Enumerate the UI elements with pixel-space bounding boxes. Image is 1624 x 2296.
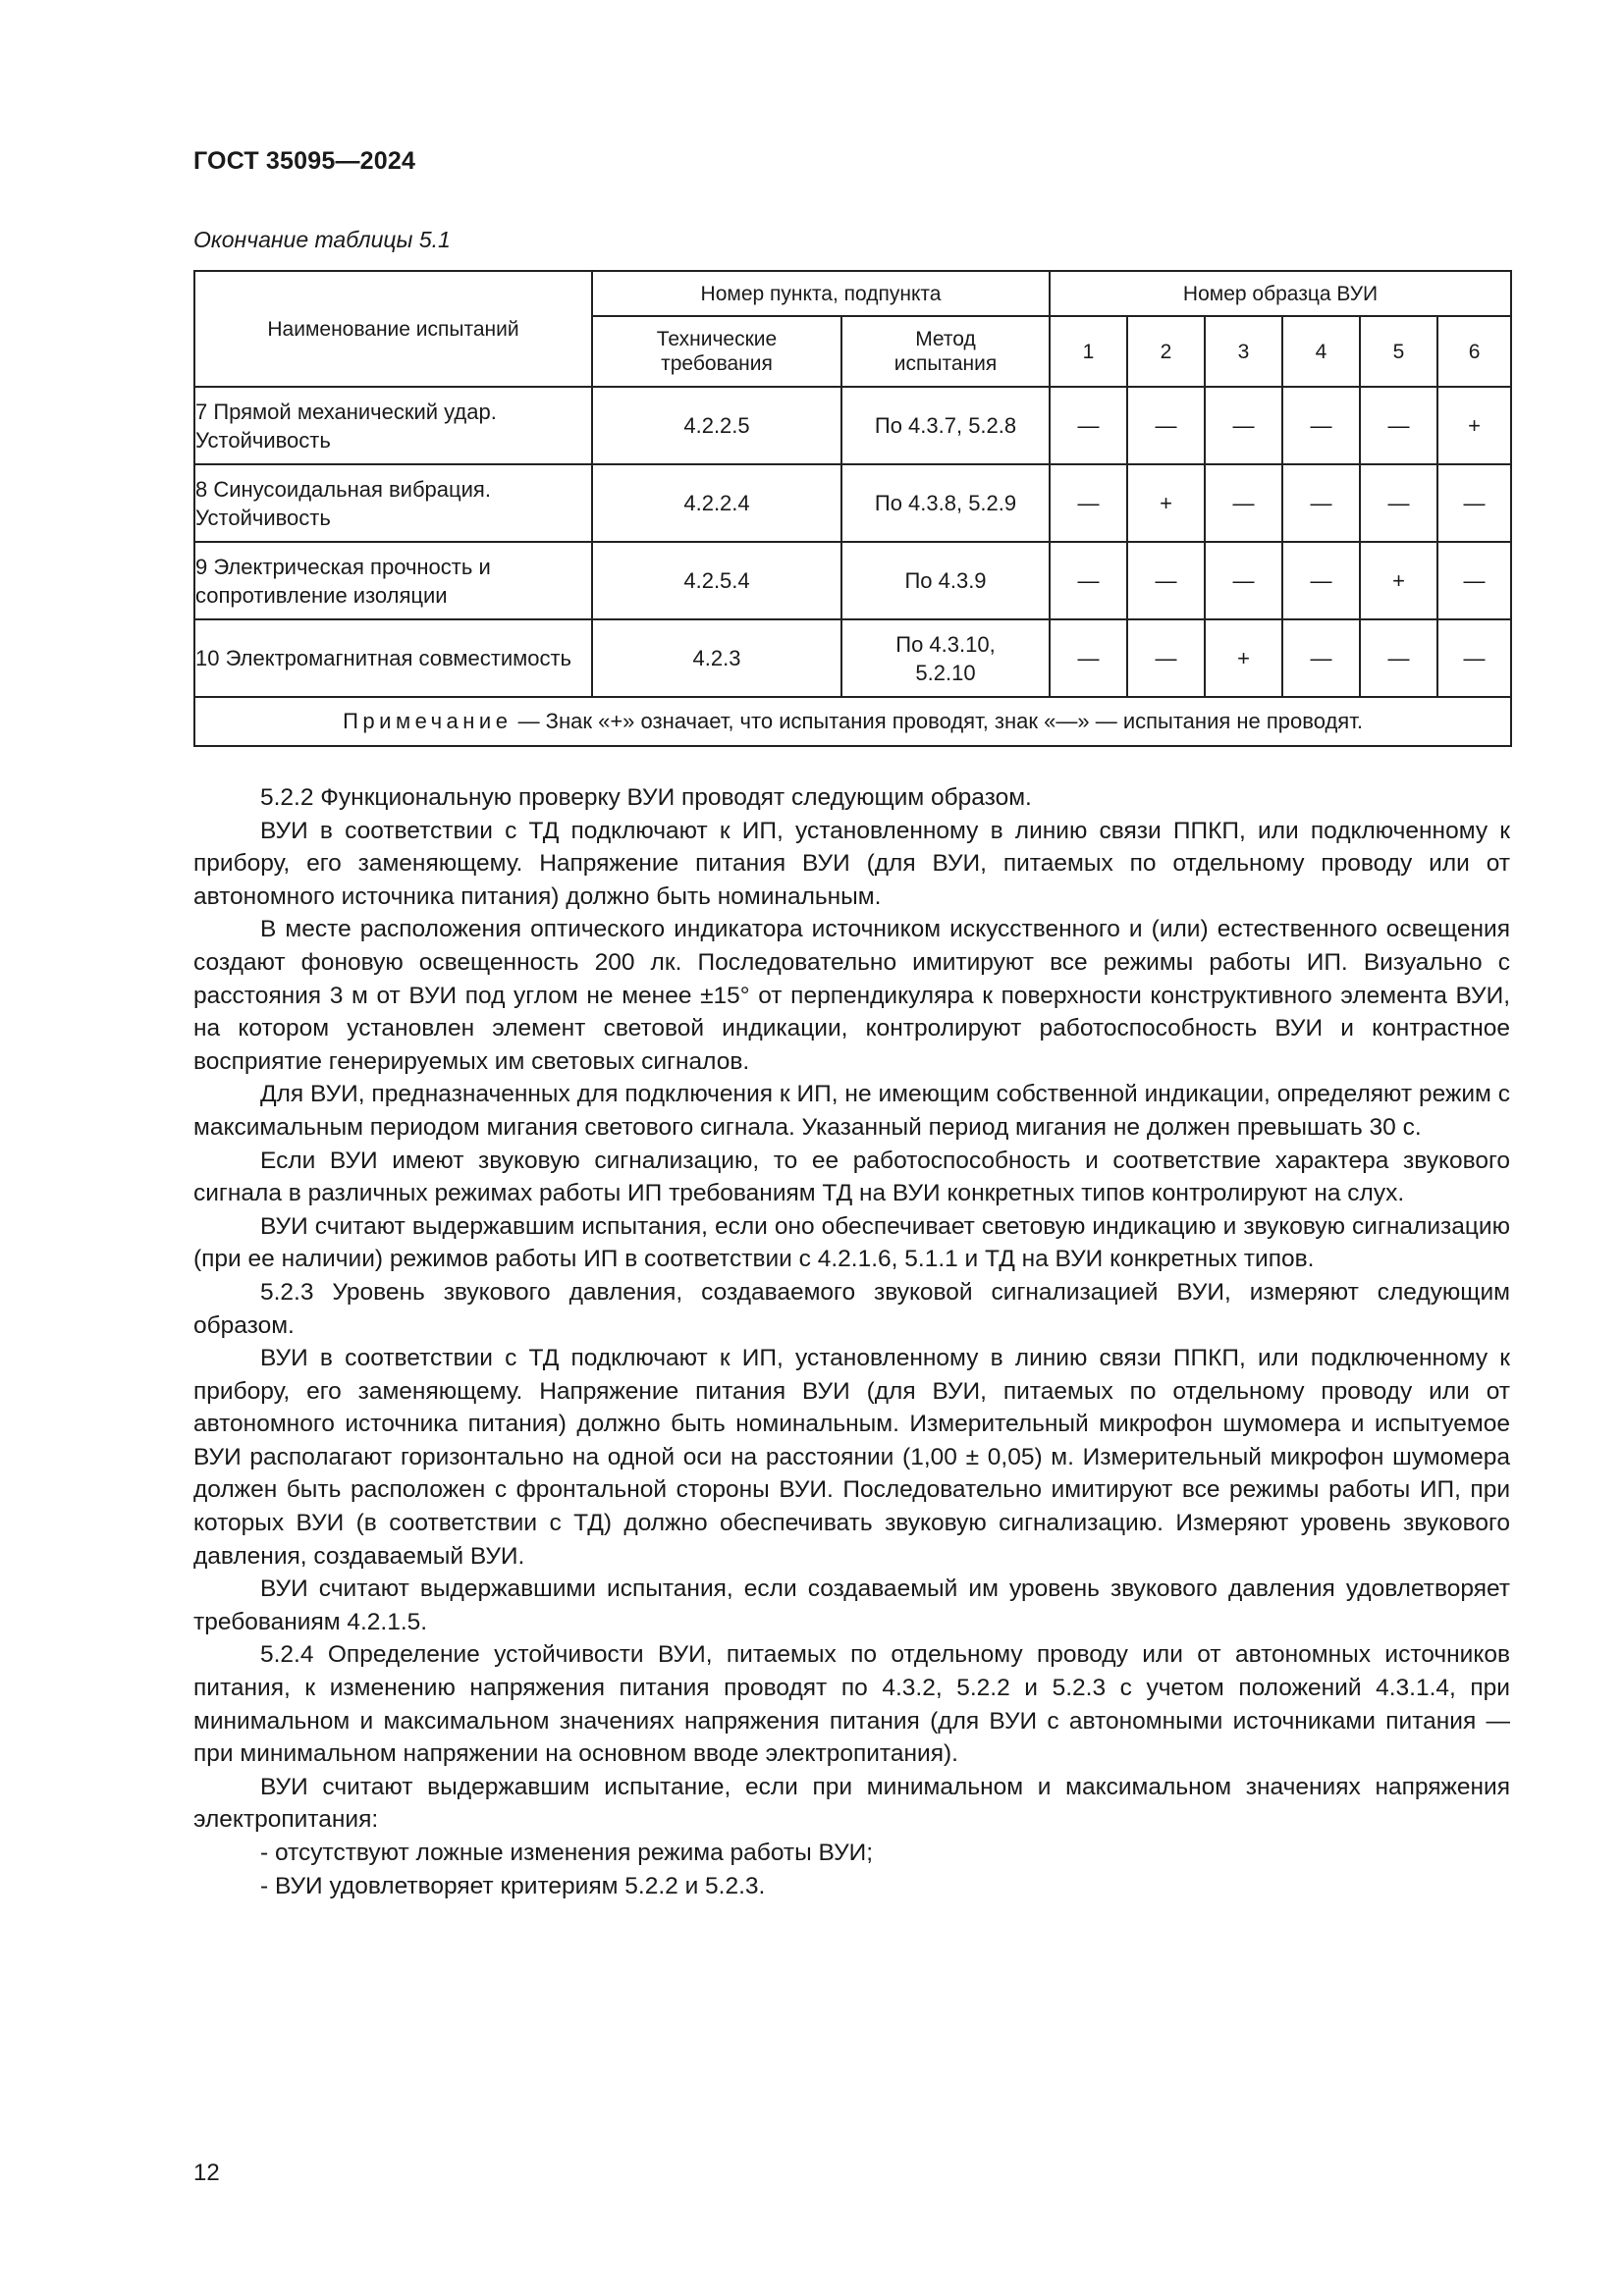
tests-table xyxy=(193,270,1512,747)
tech-req-cell: 4.2.5.4 xyxy=(592,542,841,619)
header-sample-6: 6 xyxy=(1437,316,1511,387)
table-row xyxy=(194,542,1511,619)
table-caption: Окончание таблицы 5.1 xyxy=(193,227,451,252)
sample-cell: — xyxy=(1360,387,1437,464)
paragraph: ВУИ считают выдержавшим испытания, если оно обеспечивает световую индикацию и звуковую сигнализацию (при ее наличии) режимов работы ИП в соответствии с 4.2.1.6, 5.1.1 и ТД на ВУИ конкретных типов. xyxy=(193,1212,1510,1273)
paragraph: 5.2.2 Функциональную проверку ВУИ проводят следующим образом. xyxy=(260,784,1032,811)
test-name-cell: 10 Электромагнитная совместимость xyxy=(194,619,592,697)
header-sample-3: 3 xyxy=(1205,316,1282,387)
paragraph: ВУИ считают выдержавшим испытание, если при минимальном и максимальном значениях напряжения электропитания: xyxy=(193,1773,1510,1834)
sample-cell: — xyxy=(1437,619,1511,697)
sample-cell: — xyxy=(1437,464,1511,542)
sample-cell: — xyxy=(1050,387,1127,464)
sample-cell: — xyxy=(1050,464,1127,542)
body-text xyxy=(193,781,1510,1902)
table-note xyxy=(194,697,1511,746)
paragraph: ВУИ считают выдержавшими испытания, если создаваемый им уровень звукового давления удовлетворяет требованиям 4.2.1.5. xyxy=(193,1575,1510,1635)
paragraph: Если ВУИ имеют звуковую сигнализацию, то ее работоспособность и соответствие характера звукового сигнала в различных режимах работы ИП требованиям ТД на ВУИ конкретных типов контролируют на слух. xyxy=(193,1147,1510,1207)
method-cell: По 4.3.7, 5.2.8 xyxy=(841,387,1050,464)
page-number: 12 xyxy=(193,2160,220,2186)
sample-cell: — xyxy=(1050,619,1127,697)
paragraph: 5.2.4 Определение устойчивости ВУИ, питаемых по отдельному проводу или от автономных источников питания, к изменению напряжения питания проводят по 4.3.2, 5.2.2 и 5.2.3 с учетом положений 4.3.1.4, при минимальном и максимальном значениях напряжения питания (для ВУИ с автономными источниками питания — при минимальном напряжении на основном вводе электропитания). xyxy=(193,1641,1510,1768)
header-sample-1: 1 xyxy=(1050,316,1127,387)
test-name-cell: 8 Синусоидальная вибрация. Устойчивость xyxy=(194,464,592,542)
table-header-row xyxy=(194,271,1511,316)
header-clause-group: Номер пункта, подпункта xyxy=(592,271,1050,316)
table-note-row xyxy=(194,697,1511,746)
header-sample-4: 4 xyxy=(1282,316,1360,387)
sample-cell: + xyxy=(1437,387,1511,464)
sample-cell: + xyxy=(1360,542,1437,619)
sample-cell: — xyxy=(1282,464,1360,542)
sample-cell: — xyxy=(1205,542,1282,619)
sample-cell: — xyxy=(1282,387,1360,464)
header-test-method: Метод испытания xyxy=(841,316,1050,387)
sample-cell: — xyxy=(1360,619,1437,697)
header-sample-5: 5 xyxy=(1360,316,1437,387)
sample-cell: — xyxy=(1437,542,1511,619)
sample-cell: — xyxy=(1205,464,1282,542)
table-row xyxy=(194,619,1511,697)
paragraph: 5.2.3 Уровень звукового давления, создаваемого звуковой сигнализацией ВУИ, измеряют следующим образом. xyxy=(193,1278,1510,1339)
method-cell: По 4.3.10, 5.2.10 xyxy=(841,619,1050,697)
method-cell: По 4.3.8, 5.2.9 xyxy=(841,464,1050,542)
test-name-cell: 7 Прямой механический удар. Устойчивость xyxy=(194,387,592,464)
sample-cell: + xyxy=(1205,619,1282,697)
note-label: Примечание xyxy=(343,709,513,733)
sample-cell: — xyxy=(1282,619,1360,697)
paragraph: ВУИ в соответствии с ТД подключают к ИП, установленному в линию связи ППКП, или подключенному к прибору, его заменяющему. Напряжение питания ВУИ (для ВУИ, питаемых по отдельному проводу или от автономного источника питания) должно быть номинальным. Измерительный микрофон шумомера и испытуемое ВУИ располагают горизонтально на одной оси на расстоянии (1,00 ± 0,05) м. Измерительный микрофон шумомера должен быть расположен с фронтальной стороны ВУИ. Последовательно имитируют все режимы работы ИП, при которых ВУИ (в соответствии с ТД) должно обеспечивать звуковую сигнализацию. Измеряют уровень звукового давления, создаваемый ВУИ. xyxy=(193,1345,1510,1570)
table-row xyxy=(194,464,1511,542)
sample-cell: — xyxy=(1127,542,1205,619)
header-sample-2: 2 xyxy=(1127,316,1205,387)
header-test-name: Наименование испытаний xyxy=(194,271,592,387)
paragraph: В месте расположения оптического индикатора источником искусственного и (или) естественного освещения создают фоновую освещенность 200 лк. Последовательно имитируют все режимы работы ИП. Визуально с расстояния 3 м от ВУИ под углом не менее ±15° от перпендикуляра к поверхности конструктивного элемента ВУИ, на котором установлен элемент световой индикации, контролируют работоспособность ВУИ и контрастное восприятие генерируемых им световых сигналов. xyxy=(193,916,1510,1075)
sample-cell: — xyxy=(1127,619,1205,697)
sample-cell: — xyxy=(1127,387,1205,464)
list-item: - ВУИ удовлетворяет критериям 5.2.2 и 5.2.3. xyxy=(260,1872,766,1899)
header-sample-group: Номер образца ВУИ xyxy=(1050,271,1511,316)
document-id-header: ГОСТ 35095—2024 xyxy=(193,147,416,175)
test-name-cell: 9 Электрическая прочность и сопротивление изоляции xyxy=(194,542,592,619)
sample-cell: — xyxy=(1205,387,1282,464)
method-cell: По 4.3.9 xyxy=(841,542,1050,619)
sample-cell: — xyxy=(1360,464,1437,542)
paragraph: Для ВУИ, предназначенных для подключения к ИП, не имеющим собственной индикации, определяют режим с максимальным периодом мигания светового сигнала. Указанный период мигания не должен превышать 30 с. xyxy=(193,1081,1510,1141)
tech-req-cell: 4.2.2.4 xyxy=(592,464,841,542)
sample-cell: — xyxy=(1050,542,1127,619)
sample-cell: — xyxy=(1282,542,1360,619)
sample-cell: + xyxy=(1127,464,1205,542)
list-item: - отсутствуют ложные изменения режима работы ВУИ; xyxy=(260,1840,874,1866)
table-row xyxy=(194,387,1511,464)
paragraph: ВУИ в соответствии с ТД подключают к ИП, установленному в линию связи ППКП, или подключенному к прибору, его заменяющему. Напряжение питания ВУИ (для ВУИ, питаемых по отдельному проводу или от автономного источника питания) должно быть номинальным. xyxy=(193,817,1510,910)
header-tech-requirements: Технические требования xyxy=(592,316,841,387)
note-text: — Знак «+» означает, что испытания проводят, знак «—» — испытания не проводят. xyxy=(512,709,1363,733)
tech-req-cell: 4.2.2.5 xyxy=(592,387,841,464)
tech-req-cell: 4.2.3 xyxy=(592,619,841,697)
